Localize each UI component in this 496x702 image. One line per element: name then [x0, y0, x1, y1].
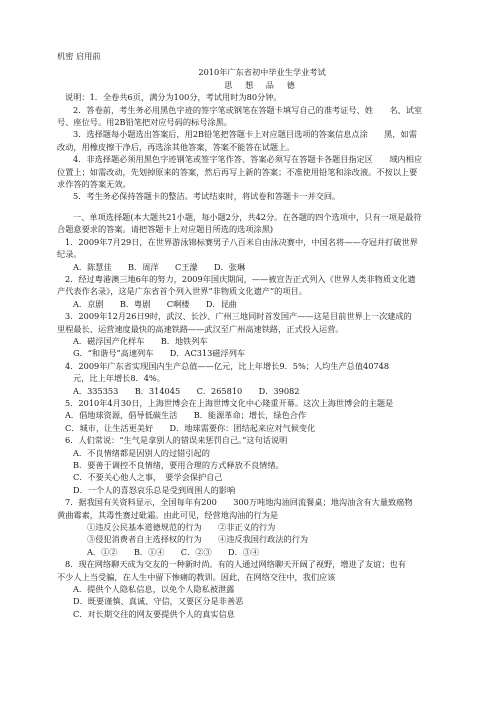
question-2: [57, 273, 467, 310]
question-options: A．京剧 B．粤剧 C啊楼 D．昆曲: [73, 298, 237, 309]
question-stem: 6．人们常说：“生气是拿别人的错误来惩罚自己。”这句话说明: [65, 435, 288, 446]
question-4: [57, 360, 467, 397]
instruction-line: 说明：1．全卷共6页，满分为100分，考试用时为80分钟。: [65, 92, 282, 103]
question-options: B．要善于调控不良情绪，要用合理的方式释放不良情绪。: [73, 460, 284, 470]
question-options: D．一个人的喜怒哀乐总是受到周围人的影响: [73, 484, 236, 495]
question-stem: 元，比上年增长8．4%。: [73, 373, 165, 384]
question-options: A．①② B．①④ C．②③ D．③④: [87, 546, 260, 557]
question-stem: 8．现在网络聊天成为交友的一种新时尚。有的人通过网络聊天开阔了视野，增进了友谊；也有: [65, 559, 406, 570]
question-options: A．提供个人隐私信息，以免个人隐私被泄露: [73, 584, 235, 595]
instruction-line: 3．选择题每小题选出答案后，用2B铅笔把答题卡上对应题目选项的答案信息点涂 黑，如需: [73, 129, 417, 140]
question-stem: 黄曲霉素，其毒性赛过砒霜。由此可见，经营地沟油的行为是: [57, 509, 279, 520]
question-stem: 产代表作名录》，这是广东省首个列入世界“非物质文化遗产”的项目。: [57, 286, 307, 297]
question-stem: 3．2009年12月26日9时，武汉、长沙、广州三地同时首发国产——这是目前世界上一次建成的: [65, 311, 412, 322]
question-stem: 5．2010年4月30日，上海世博会在上海世博文化中心隆重开幕。这次上海世博会的主题是: [65, 397, 394, 408]
question-options: C．不要关心他人之事， 要学会保护自己: [73, 472, 223, 483]
question-7: [57, 496, 467, 558]
question-options: G．“和谐号”高速列车 D．AC313磁浮列车: [73, 348, 246, 359]
question-stem: 1．2009年7月29日，在世界游泳锦标赛男子八百米自由泳决赛中，中国名将——夺冠并打破世界: [65, 236, 418, 247]
question-sub-item: ③侵犯消费者自主选择权的行为 ④违反我国行政法的行为: [87, 534, 309, 545]
question-stem: 4．2009年广东省实现国内生产总值——亿元，比上年增长9．5%；人均生产总值40748: [65, 360, 390, 371]
question-options: A．335353 B．314045 C．265810 D．39082: [73, 385, 300, 396]
instruction-line: 号、座位号。用2B铅笔把对应号码的标号涂黑。: [57, 117, 232, 128]
instruction-line: 2．答卷前，考生务必用黑色字迹的签字笔或钢笔在答题卡填写自己的准考证号、姓 名、试室: [73, 104, 423, 115]
section-heading: [57, 211, 467, 236]
section-line: 一、单项选择题(本大题共21小题，每小题2分，共42分。在各题的四个选项中，只有一项是最符: [73, 211, 422, 222]
question-8: [57, 558, 467, 620]
question-stem: 7．据我国有关资料显示，全国每年有200 300万吨地沟油回流餐桌；地沟油含有大量致癌物: [65, 497, 413, 508]
question-5: [57, 397, 467, 434]
instructions: [57, 91, 467, 203]
exam-subject: 思 想 品 德: [224, 79, 300, 90]
exam-title: 2010年广东省初中毕业生学业考试: [198, 67, 326, 78]
question-options: C．城市，让生活更美好 D．地球需要你：团结起来应对气候变化: [65, 422, 316, 433]
exam-content: [57, 50, 467, 620]
instruction-line: 4．非选择题必须用黑色字迹钢笔或签字笔作答、答案必须写在答题卡各题目指定区 域内相应: [73, 154, 423, 165]
question-options: A．磁浮国产化样车 B．地铁列车: [73, 335, 208, 346]
question-3: [57, 310, 467, 360]
question-options: C．对长期交往的网友要提供个人的真实信息: [73, 608, 235, 619]
question-options: A．陈慧佳 B．周洋 C王濛 D．张琳: [73, 261, 246, 272]
instruction-line: 5．考生务必保持答题卡的整洁。考试结束时，将试卷和答题卡一并交回。: [73, 191, 341, 202]
question-stem: 不少人上当受骗，在人生中留下惨痛的教训。因此，在网络交往中，我们应该: [57, 571, 336, 582]
instruction-line: 改动，用橡皮擦干净后，再选涂其他答案，答案不能答在试题上。: [57, 141, 295, 152]
confidential-mark: 机密 启用前: [57, 51, 101, 61]
question-sub-item: ①违反公民基本道德规范的行为 ②非正义的行为: [87, 522, 276, 533]
instruction-line: 求作答的答案无效。: [57, 179, 131, 190]
question-options: D．既要谨慎、真诚、守信，又要区分是非善恶: [73, 596, 244, 607]
instruction-line: 位置上；如需改动，先划掉原来的答案，然后再写上新的答案；不准使用铅笔和涂改液。不按以上要: [57, 166, 418, 177]
question-stem: 里程最长、运营速度最快的高速铁路——武汉至广州高速铁路，正式投入运营。: [57, 323, 344, 334]
section-line: 合题意要求的答案。请把答题卡上对应题目所选的选项涂黑): [57, 224, 274, 235]
question-stem: 纪录。: [57, 249, 82, 260]
question-1: [57, 236, 467, 273]
question-6: [57, 434, 467, 496]
question-stem: 2．经过粤港澳三地6年的努力，2009年国庆期间，——被宣告正式列入《世界人类非物质文化遗: [65, 273, 416, 284]
question-options: A．不良情绪都是因别人的过错引起的: [73, 447, 210, 458]
question-options: A．倡地球资源，倡导低碳生活 B．能源革命；增长，绿色合作: [65, 410, 307, 421]
